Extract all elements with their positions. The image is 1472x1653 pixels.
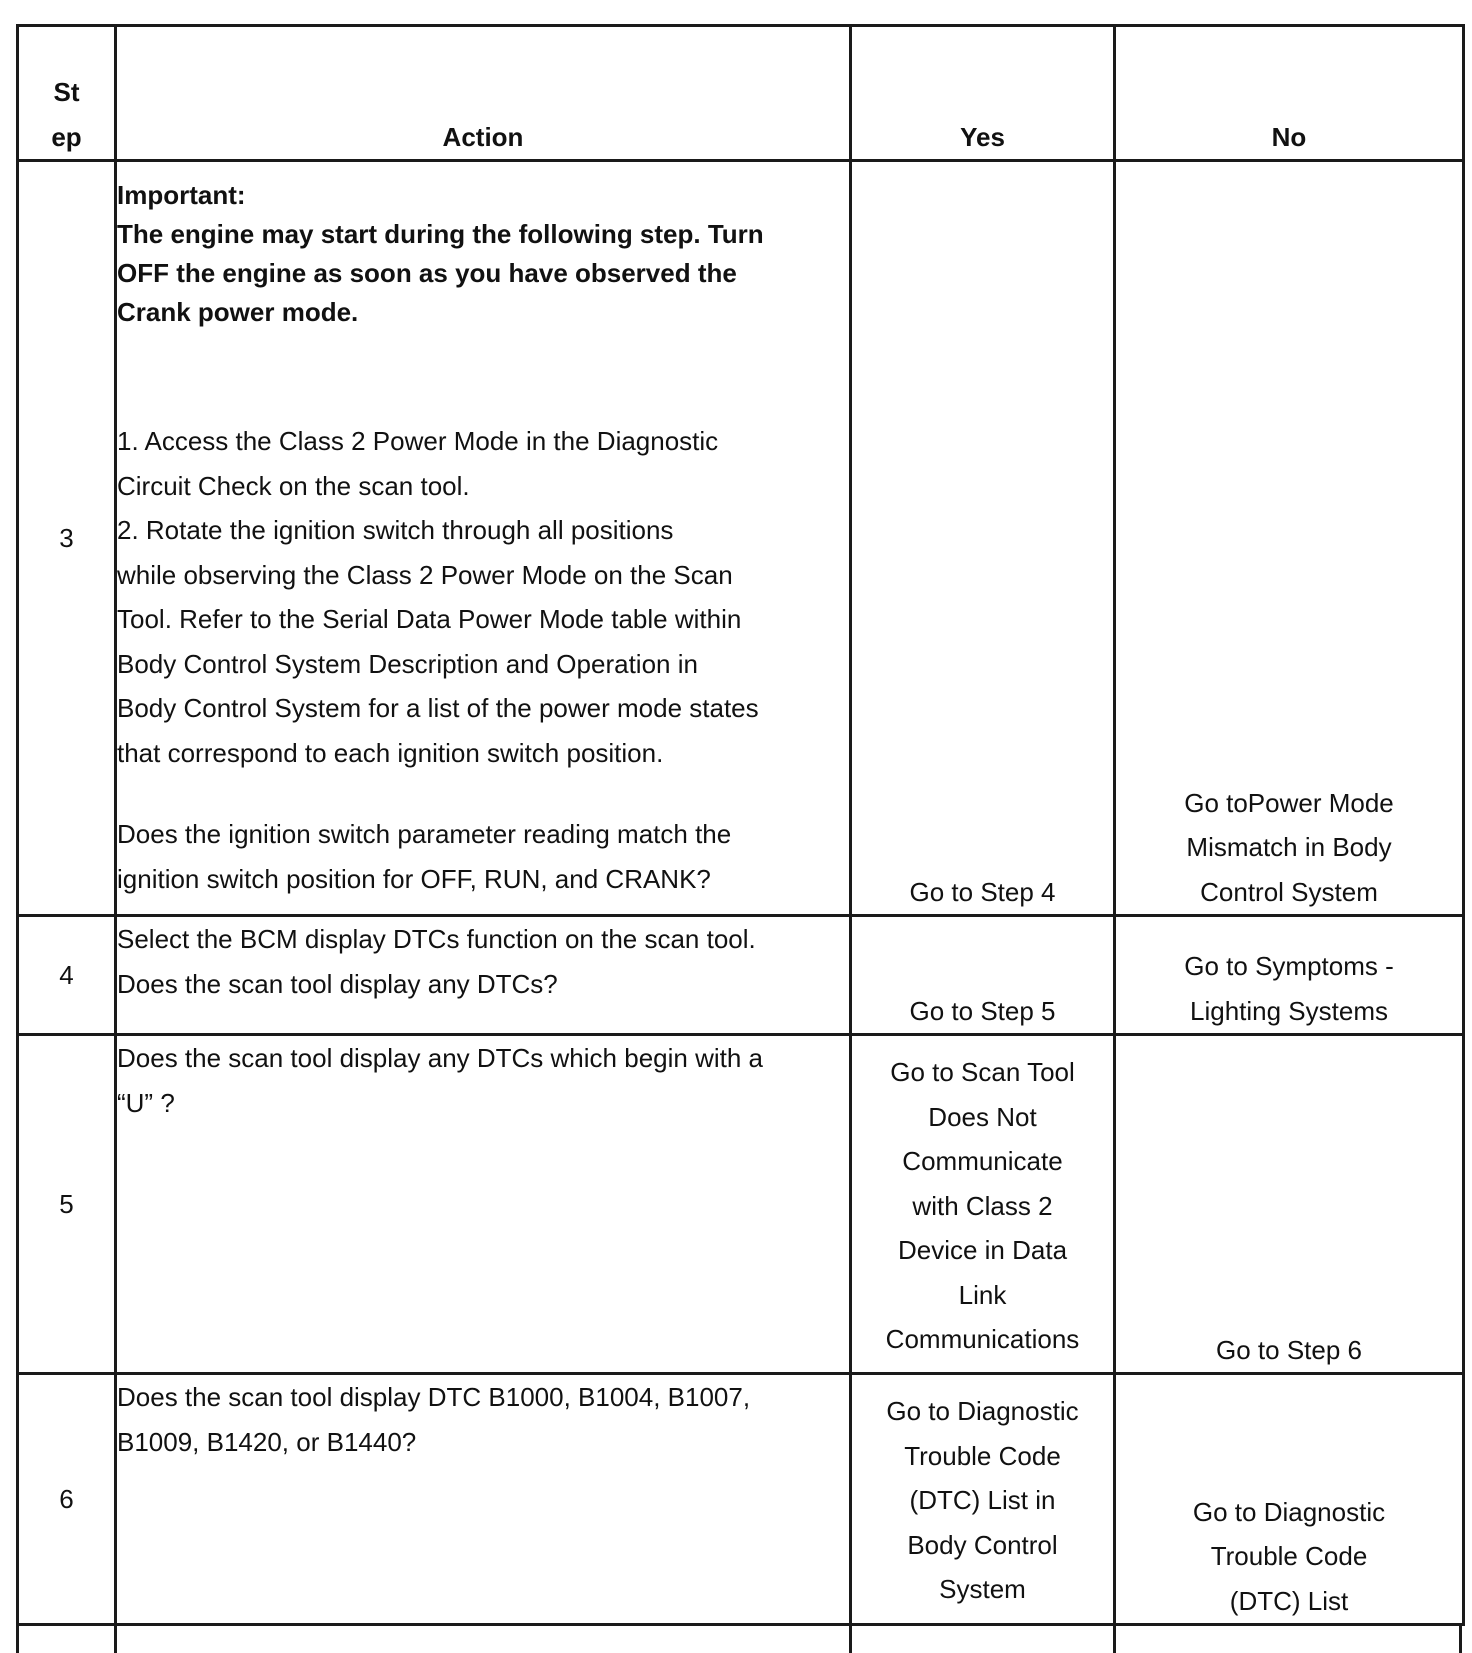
- no-result: Go toPower Mode Mismatch in Body Control System: [1115, 161, 1464, 916]
- header-yes: Yes: [851, 26, 1115, 161]
- table-row-step-6: [18, 1374, 1464, 1625]
- yes-result: Go to Scan Tool Does Not Communicate with Class 2 Device in Data Link Communications: [851, 1035, 1115, 1374]
- important-label: Important:: [117, 180, 246, 210]
- no-result: Go to Step 6: [1115, 1035, 1464, 1374]
- step-number: 6: [18, 1374, 116, 1625]
- important-text: The engine may start during the following step. Turn OFF the engine as soon as you have observed the Crank power mode.: [117, 219, 764, 327]
- yes-result: Go to Step 5: [851, 916, 1115, 1035]
- instruction-list: 1. Access the Class 2 Power Mode in the Diagnostic Circuit Check on the scan tool. 2. Rotate the ignition switch through all positions while observing the Class 2 Power Mode on the Scan Tool. Refer to the Serial Data Power Mode table within Body Control System Description and Operation in Body Control System for a list of the power mode states that correspond to each ignition switch position.: [117, 426, 759, 768]
- diagnostic-table: [16, 24, 1465, 1626]
- no-result: Go to Diagnostic Trouble Code (DTC) List: [1115, 1374, 1464, 1625]
- yes-result: Go to Step 4: [851, 161, 1115, 916]
- yes-result: Go to Diagnostic Trouble Code (DTC) List in Body Control System: [851, 1374, 1115, 1625]
- important-note: [117, 162, 849, 332]
- action-cell: Select the BCM display DTCs function on the scan tool. Does the scan tool display any DTCs?: [116, 916, 851, 1035]
- question-text: Does the ignition switch parameter reading match the ignition switch position for OFF, RUN, and CRANK?: [117, 819, 732, 894]
- action-cell: [116, 161, 851, 916]
- table-row-step-5: [18, 1035, 1464, 1374]
- table-row-step-3: [18, 161, 1464, 916]
- table-continuation-lines: [16, 1623, 1462, 1653]
- action-cell: Does the scan tool display DTC B1000, B1004, B1007, B1009, B1420, or B1440?: [116, 1374, 851, 1625]
- header-action: Action: [116, 26, 851, 161]
- action-cell: Does the scan tool display any DTCs which begin with a “U” ?: [116, 1035, 851, 1374]
- step-number: 3: [18, 161, 116, 916]
- table-header-row: [18, 26, 1464, 161]
- table-row-step-4: [18, 916, 1464, 1035]
- diagnostic-table-container: [16, 24, 1465, 1626]
- step-number: 4: [18, 916, 116, 1035]
- header-no: No: [1115, 26, 1464, 161]
- no-result: Go to Symptoms - Lighting Systems: [1115, 916, 1464, 1035]
- step-number: 5: [18, 1035, 116, 1374]
- header-step: St ep: [18, 26, 116, 161]
